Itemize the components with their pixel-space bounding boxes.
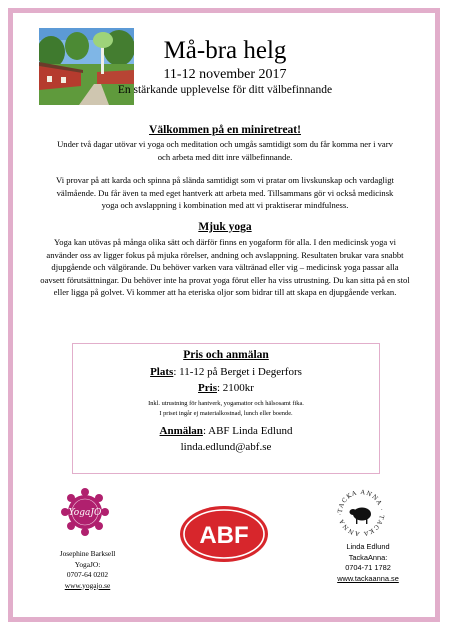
contact-right-website-link[interactable]: www.tackaanna.se — [337, 573, 399, 583]
event-tagline: En stärkande upplevelse för ditt välbefinnande — [117, 84, 333, 96]
event-title: Må-bra helg — [163, 37, 287, 64]
tacka-anna-logo — [335, 487, 387, 539]
yogajo-logo-text: YogaJO — [68, 508, 102, 518]
contact-left-org: YogaJO: — [74, 559, 101, 569]
yoga-paragraph: Yoga kan utövas på många olika sätt och därför finns en yogaform för alla. I den medicinsk yoga vi använder oss av ligger fokus på mjuka rörelser, andning och avslappning. Resultaten brukar vara snabbt djupgående och välgörande. Du behöver varken vara vältränad eller vig – medicinsk yoga passar alla oavsett förutsättningar. Du behöver inte ha provat yoga förut eller ha viss utrustning. Du kan sitta på en stol eller ligga på golvet. Vi kommer att ha eteriska oljor som bidrar till att skapa en djupgående verkan. — [40, 237, 410, 297]
welcome-paragraph-2: Vi provar på att karda och spinna på slända samtidigt som vi pratar om livskunskap och vardagligt välmående. Du får även ta med eget hantverk att arbeta med. Tillsammans gör vi också medicinsk yoga och avslappning i kombination med att vi praktiserar mindfulness. — [56, 175, 394, 210]
contact-right-phone: 0704-71 1782 — [345, 563, 391, 572]
signup-label: Anmälan — [159, 425, 203, 437]
abf-logo — [178, 504, 270, 564]
contact-right-org: TackaAnna: — [348, 552, 388, 562]
contact-right-name: Linda Edlund — [346, 542, 390, 551]
section-heading-yoga: Mjuk yoga — [198, 221, 252, 233]
price-line — [73, 382, 379, 394]
signup-email[interactable]: linda.edlund@abf.se — [180, 441, 272, 453]
place-value: : 11-12 på Berget i Degerfors — [173, 366, 302, 378]
tacka-anna-ring-text: TACKA ANNA · TACKA ANNA · — [336, 488, 386, 538]
price-box-heading: Pris och anmälan — [183, 349, 269, 361]
price-value: : 2100kr — [216, 382, 254, 394]
signup-value: : ABF Linda Edlund — [202, 425, 293, 437]
contact-yogajo — [40, 549, 135, 591]
section-heading-welcome: Välkommen på en miniretreat! — [149, 124, 301, 136]
contact-tackaanna — [318, 542, 418, 584]
price-note-excluded: I priset ingår ej materialkostnad, lunch eller boende. — [159, 410, 293, 417]
contact-left-website-link[interactable]: www.yogajo.se — [64, 580, 111, 590]
price-label: Pris — [198, 382, 217, 394]
yogajo-logo — [60, 487, 110, 537]
contact-left-phone: 0707-64 0202 — [66, 570, 109, 579]
event-dates: 11-12 november 2017 — [163, 67, 287, 82]
signup-line — [73, 425, 379, 437]
place-line — [73, 366, 379, 378]
place-label: Plats — [150, 366, 174, 378]
price-note-included: Inkl. utrustning för hantverk, yogamattor och hälsosamt fika. — [148, 400, 304, 407]
abf-logo-text: ABF — [199, 522, 249, 549]
price-signup-box — [72, 343, 380, 474]
contact-left-name: Josephine Barksell — [59, 549, 116, 558]
welcome-paragraph-1: Under två dagar utövar vi yoga och meditation och umgås samtidigt som du får komma ner i varv och arbeta med ditt inre välbefinnande. — [57, 139, 393, 162]
